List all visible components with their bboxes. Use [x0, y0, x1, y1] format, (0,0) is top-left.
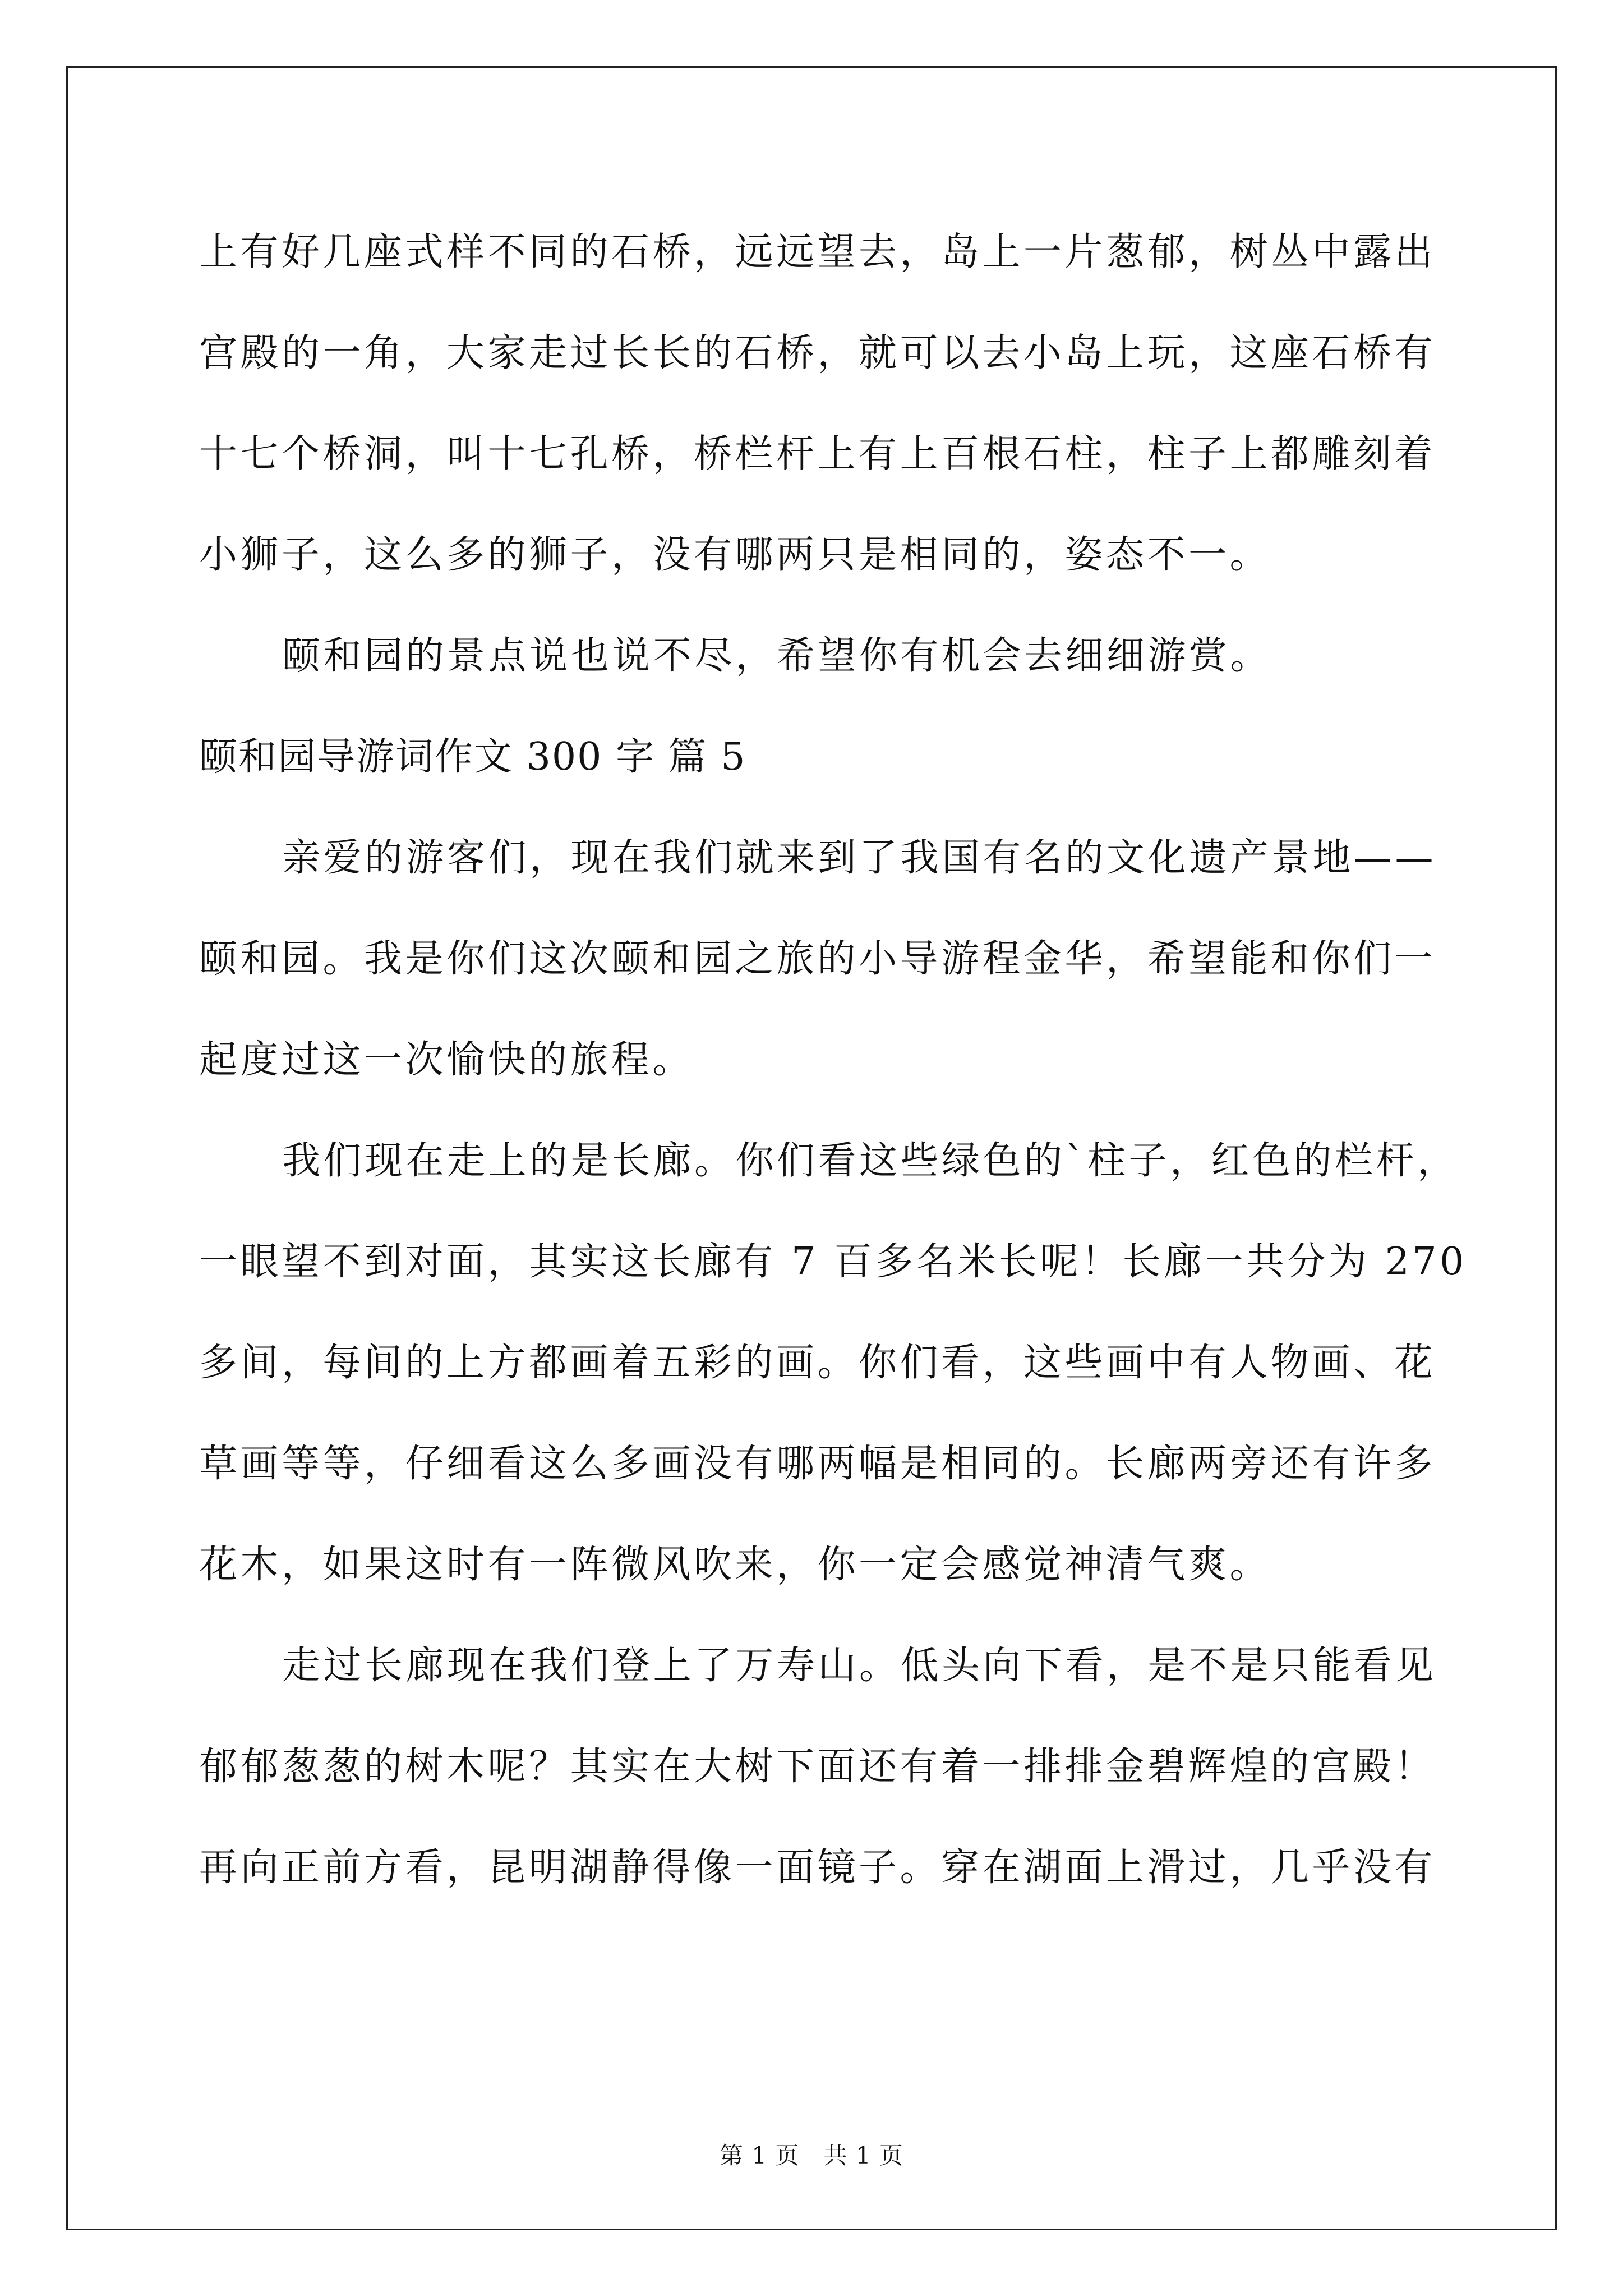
paragraph-line: 颐和园的景点说也说不尽，希望你有机会去细细游赏。 — [282, 634, 1272, 678]
paragraph-line: 十七个桥洞，叫十七孔桥，桥栏杆上有上百根石柱，柱子上都雕刻着 — [199, 432, 1436, 476]
paragraph-line: 多间，每间的上方都画着五彩的画。你们看，这些画中有人物画、花 — [199, 1341, 1436, 1385]
paragraph-line: 郁郁葱葱的树木呢？其实在大树下面还有着一排排金碧辉煌的宫殿！ — [199, 1745, 1436, 1789]
paragraph-line: 花木，如果这时有一阵微风吹来，你一定会感觉神清气爽。 — [199, 1543, 1271, 1587]
paragraph-line: 颐和园。我是你们这次颐和园之旅的小导游程金华，希望能和你们一 — [199, 937, 1436, 981]
paragraph-line: 走过长廊现在我们登上了万寿山。低头向下看，是不是只能看见 — [282, 1644, 1437, 1688]
page-footer: 第 1 页 共 1 页 — [720, 2142, 903, 2169]
paragraph-line: 小狮子，这么多的狮子，没有哪两只是相同的，姿态不一。 — [199, 533, 1271, 577]
paragraph-line: 宫殿的一角，大家走过长长的石桥，就可以去小岛上玩，这座石桥有 — [199, 331, 1436, 375]
paragraph-line: 草画等等，仔细看这么多画没有哪两幅是相同的。长廊两旁还有许多 — [199, 1442, 1436, 1486]
paragraph-line: 我们现在走上的是长廊。你们看这些绿色的`柱子，红色的栏杆， — [282, 1139, 1459, 1183]
paragraph-line: 一眼望不到对面，其实这长廊有 7 百多名米长呢！长廊一共分为 270 — [199, 1240, 1467, 1284]
paragraph-line: 亲爱的游客们，现在我们就来到了我国有名的文化遗产景地—— — [282, 836, 1437, 880]
paragraph-line: 再向正前方看，昆明湖静得像一面镜子。穿在湖面上滑过，几乎没有 — [199, 1846, 1436, 1890]
paragraph-line: 上有好几座式样不同的石桥，远远望去，岛上一片葱郁，树丛中露出 — [199, 230, 1436, 274]
section-heading: 颐和园导游词作文 300 字 篇 5 — [199, 735, 746, 779]
paragraph-line: 起度过这一次愉快的旅程。 — [199, 1038, 694, 1082]
